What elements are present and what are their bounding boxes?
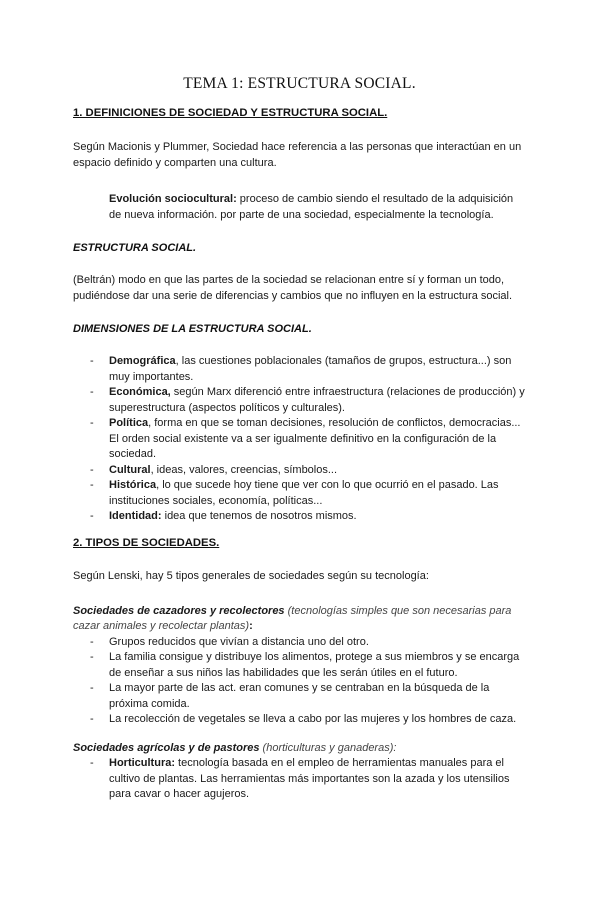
estructura-definition: (Beltrán) modo en que las partes de la sociedad se relacionan entre sí y forman un todo, pudiéndose dar una serie de diferencias y cambios que no influyen en la estructura social. (73, 274, 513, 302)
dimension-text: , lo que sucede hoy tiene que ver con lo que ocurrió en el pasado. Las instituciones sociales, economía, políticas... (109, 479, 499, 507)
dash-marker: - (90, 510, 94, 522)
dimension-text: , forma en que se toman decisiones, resolución de conflictos, democracias... El orden social existente va a ser igualmente definitivo en la configuración de la sociedad. (109, 417, 521, 460)
cazadores-item-text: La familia consigue y distribuye los alimentos, protege a sus miembros y se encarga de enseñar a sus niños las habilidades que les serán útiles en el futuro. (109, 651, 520, 679)
dash-marker: - (90, 386, 94, 398)
list-item (73, 509, 526, 525)
list-item (73, 354, 526, 385)
dimension-text: , las cuestiones poblacionales (tamaños de grupos, estructura...) son muy importantes. (109, 355, 512, 383)
dimension-term: Histórica (109, 479, 157, 491)
dimension-text: , ideas, valores, creencias, símbolos... (150, 463, 338, 476)
list-item (73, 385, 526, 416)
document-page (0, 75, 600, 923)
dimension-term: Demográfica (109, 355, 176, 367)
dimension-term: Política (109, 417, 149, 429)
cazadores-list (73, 635, 526, 728)
dash-marker: - (90, 651, 94, 663)
dimension-text: según Marx diferenció entre infraestructura (relaciones de producción) y superestructura (aspectos políticos y culturales). (109, 386, 525, 414)
cazadores-note: (tecnologías simples que son necesarias para cazar animales y recolectar plantas) (73, 604, 512, 632)
agricolas-heading (73, 741, 526, 757)
agricolas-term: Horticultura: (109, 757, 175, 769)
list-item (73, 416, 526, 463)
list-item (73, 712, 526, 728)
dash-marker: - (90, 479, 94, 491)
evolucion-text: proceso de cambio siendo el resultado de la adquisición de nueva información. por parte de una sociedad, especialmente la tecnología. (109, 193, 514, 221)
list-item (73, 756, 526, 803)
evolucion-paragraph (109, 191, 526, 223)
lenski-intro: Según Lenski, hay 5 tipos generales de sociedades según su tecnología: (73, 569, 429, 582)
dimensiones-heading: DIMENSIONES DE LA ESTRUCTURA SOCIAL. (73, 323, 312, 335)
dash-marker: - (90, 417, 94, 429)
agricolas-note: (horticulturas y ganaderas): (259, 741, 397, 754)
dimension-text: idea que tenemos de nosotros mismos. (161, 510, 357, 522)
section2-heading: 2. TIPOS DE SOCIEDADES. (73, 536, 220, 549)
list-item (73, 681, 526, 712)
dimensiones-list (73, 354, 526, 525)
cazadores-heading (73, 604, 526, 635)
agricolas-list (73, 756, 526, 803)
dash-marker: - (90, 757, 94, 769)
agricolas-text: tecnología basada en el empleo de herramientas manuales para el cultivo de plantas. Las herramientas más importantes son la azada y los utensilios para cavar o hacer agujeros. (109, 757, 510, 800)
estructura-heading: ESTRUCTURA SOCIAL. (73, 242, 197, 254)
dash-marker: - (90, 682, 94, 694)
dimension-term: Identidad: (109, 510, 162, 522)
dash-marker: - (90, 713, 94, 725)
cazadores-item-text: La mayor parte de las act. eran comunes y se centraban en la búsqueda de la próxima comida. (109, 682, 490, 710)
agricolas-title: Sociedades agrícolas y de pastores (73, 741, 260, 754)
list-item (73, 650, 526, 681)
list-item (73, 635, 526, 651)
sociedad-definition: Según Macionis y Plummer, Sociedad hace referencia a las personas que interactúan en un espacio definido y comparten una cultura. (73, 141, 522, 169)
dimension-term: Cultural (109, 463, 151, 476)
cazadores-item-text: Grupos reducidos que vivían a distancia uno del otro. (109, 635, 369, 648)
dash-marker: - (90, 463, 94, 476)
cazadores-colon: : (249, 620, 253, 632)
list-item (73, 463, 526, 479)
section1-heading: 1. DEFINICIONES DE SOCIEDAD Y ESTRUCTURA SOCIAL. (73, 107, 388, 119)
cazadores-item-text: La recolección de vegetales se lleva a cabo por las mujeres y los hombres de caza. (109, 713, 517, 725)
list-item (73, 478, 526, 509)
dash-marker: - (90, 635, 94, 648)
dimension-term: Económica, (109, 386, 171, 398)
document-title: TEMA 1: ESTRUCTURA SOCIAL. (183, 75, 416, 92)
dash-marker: - (90, 355, 94, 367)
cazadores-title: Sociedades de cazadores y recolectores (73, 604, 285, 617)
evolucion-term: Evolución sociocultural: (109, 193, 237, 205)
